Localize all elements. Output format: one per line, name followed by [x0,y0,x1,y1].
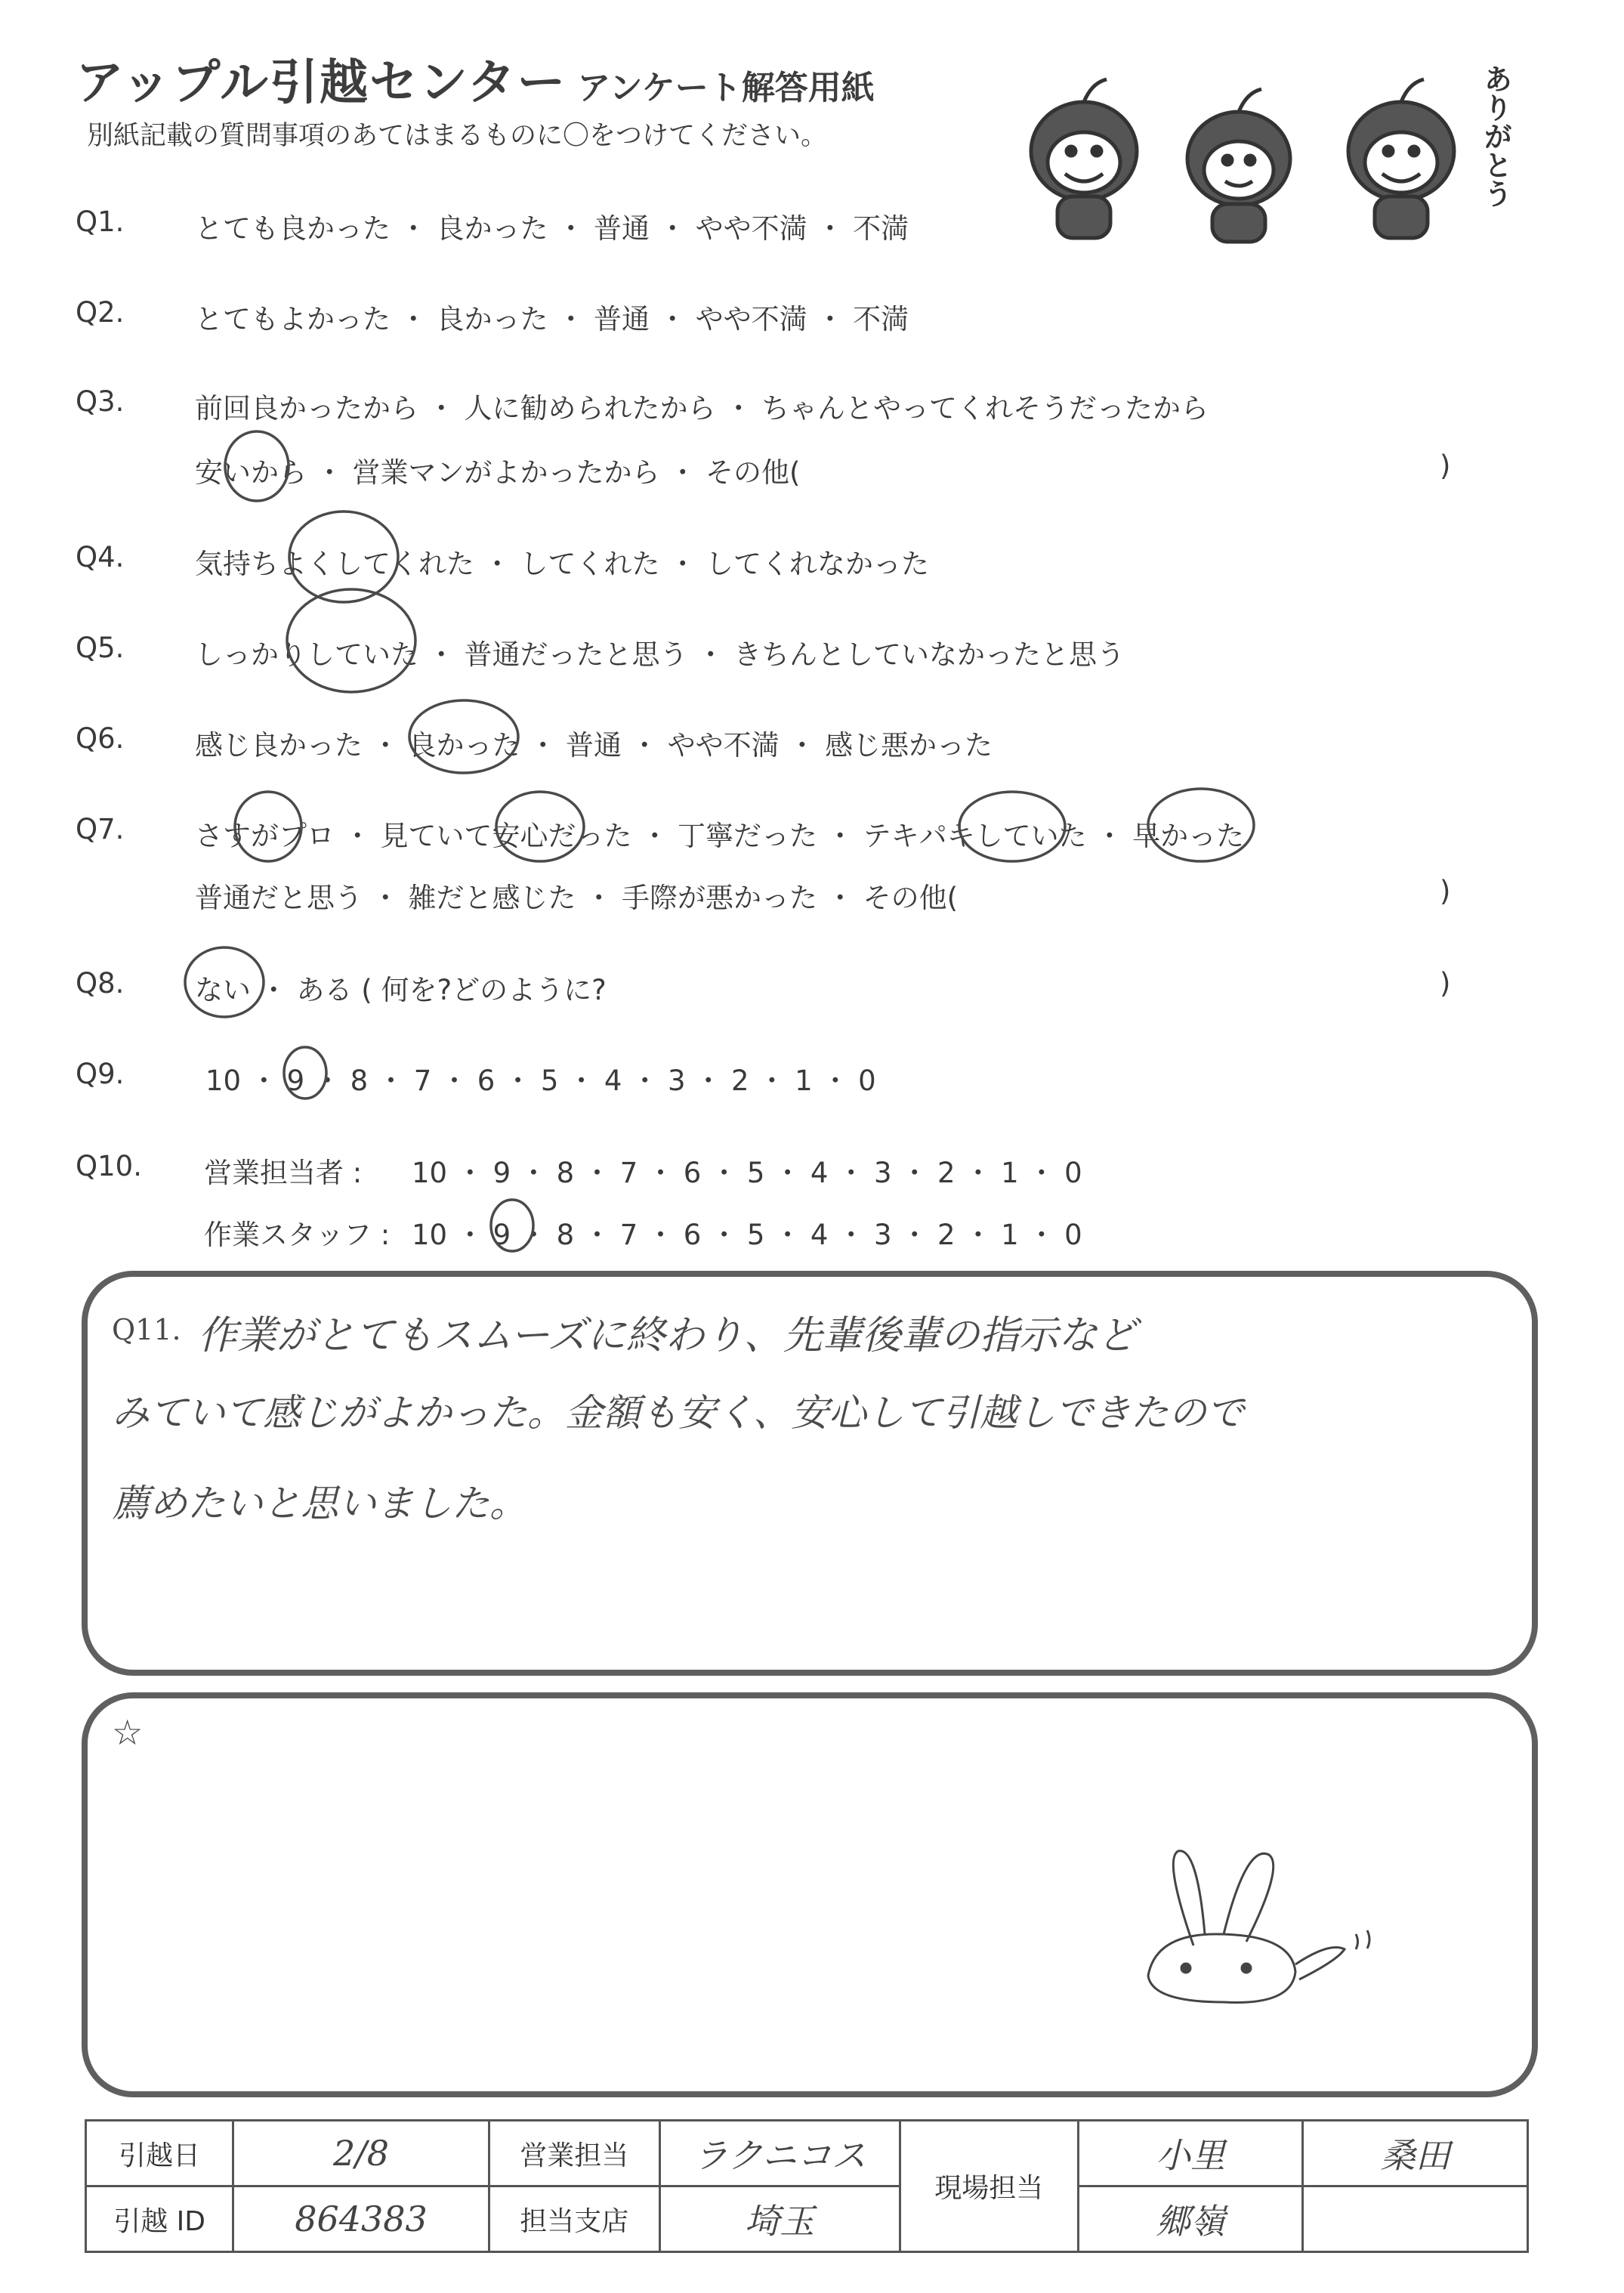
q10-sales-label: 営業担当者 : [204,1157,363,1189]
q6-number: Q6. [76,722,125,755]
footer-info-table [85,2119,1529,2253]
move-date-label: 引越日 [86,2121,233,2186]
site-rep-value-1[interactable]: 小里 [1078,2121,1303,2186]
q3-options-line2[interactable]: 安いから ・ 営業マンがよかったから ・ その他( [195,456,801,489]
monkey-mascots-illustration [982,45,1511,249]
q7-number: Q7. [76,813,125,845]
q8-number: Q8. [76,967,125,1000]
form-subtitle: アンケート解答用紙 [577,69,875,107]
q10-staff-label: 作業スタッフ : [204,1219,391,1251]
q7-options-line1[interactable]: さすがプロ ・ 見ていて安心だった ・ 丁寧だった ・ テキパキしていた ・ 早かった [195,820,1245,852]
move-id-value[interactable]: 864383 [233,2186,489,2252]
q11-comment-line1: 作業がとてもスムーズに終わり、先輩後輩の指示など [198,1313,1137,1358]
monkey-mascot-2 [1187,89,1290,242]
site-rep-label: 現場担当 [900,2121,1078,2252]
q4-number: Q4. [76,541,125,573]
site-rep-value-3[interactable]: 郷嶺 [1078,2186,1303,2252]
q8-options[interactable]: ない ・ ある ( 何を?どのように? [195,974,607,1006]
mascot-caption: ありがとう [1479,64,1512,208]
branch-value[interactable]: 埼玉 [659,2186,900,2252]
q5-number: Q5. [76,632,125,664]
branch-label: 担当支店 [489,2186,659,2252]
move-date-value[interactable]: 2/8 [233,2121,489,2186]
q3-number: Q3. [76,385,125,418]
monkey-mascot-1 [1031,79,1137,238]
q5-options[interactable]: しっかりしていた ・ 普通だったと思う ・ きちんとしていなかったと思う [195,638,1125,671]
q11-label: Q11. [112,1313,181,1346]
q3-options-line1[interactable]: 前回良かったから ・ 人に勧められたから ・ ちゃんとやってくれそうだったから [195,392,1209,425]
brand-title [76,44,875,113]
monkey-mascot-3 [1348,79,1454,238]
q6-options[interactable]: 感じ良かった ・ 良かった ・ 普通 ・ やや不満 ・ 感じ悪かった [195,729,993,762]
instruction-text: 別紙記載の質問事項のあてはまるものに〇をつけてください。 [87,121,828,151]
sales-rep-value[interactable]: ラクニコス [659,2121,900,2186]
q7-close-paren: ) [1440,875,1451,907]
q7-options-line2[interactable]: 普通だと思う ・ 雑だと感じた ・ 手際が悪かった ・ その他( [195,882,959,914]
q11-comment-line3: 薦めたいと思いました。 [112,1482,527,1525]
rabbit-ear-right [1224,1853,1274,1942]
q3-close-paren: ) [1440,450,1451,482]
q1-options[interactable]: とても良かった ・ 良かった ・ 普通 ・ やや不満 ・ 不満 [195,212,909,245]
rabbit-head [1148,1934,1295,2003]
site-rep-value-2[interactable]: 桑田 [1303,2121,1528,2186]
q9-scale[interactable]: 10 ・ 9 ・ 8 ・ 7 ・ 6 ・ 5 ・ 4 ・ 3 ・ 2 ・ 1 ・ 0 [205,1065,876,1097]
sales-rep-label: 営業担当 [489,2121,659,2186]
q4-options[interactable]: 気持ちよくしてくれた ・ してくれた ・ してくれなかった [195,548,930,580]
q10-number: Q10. [76,1150,142,1182]
q1-number: Q1. [76,206,125,238]
q10-staff-scale[interactable]: 10 ・ 9 ・ 8 ・ 7 ・ 6 ・ 5 ・ 4 ・ 3 ・ 2 ・ 1 ・ 0 [412,1219,1082,1251]
q8-close-paren: ) [1440,967,1451,1000]
q10-sales-scale[interactable]: 10 ・ 9 ・ 8 ・ 7 ・ 6 ・ 5 ・ 4 ・ 3 ・ 2 ・ 1 ・ 0 [412,1157,1082,1189]
q11-comment-line2: みていて感じがよかった。金額も安く、安心して引越しできたので [112,1391,1244,1435]
site-rep-empty-cell[interactable] [1303,2186,1528,2252]
move-id-label: 引越 ID [86,2186,233,2252]
q2-number: Q2. [76,296,125,329]
q2-options[interactable]: とてもよかった ・ 良かった ・ 普通 ・ やや不満 ・ 不満 [195,303,909,335]
rabbit-ear-left [1173,1851,1205,1945]
rabbit-doodle [1133,1836,1390,2010]
brand-name: アップル引越センター [76,55,567,111]
q9-number: Q9. [76,1058,125,1090]
star-icon: ☆ [112,1712,144,1753]
